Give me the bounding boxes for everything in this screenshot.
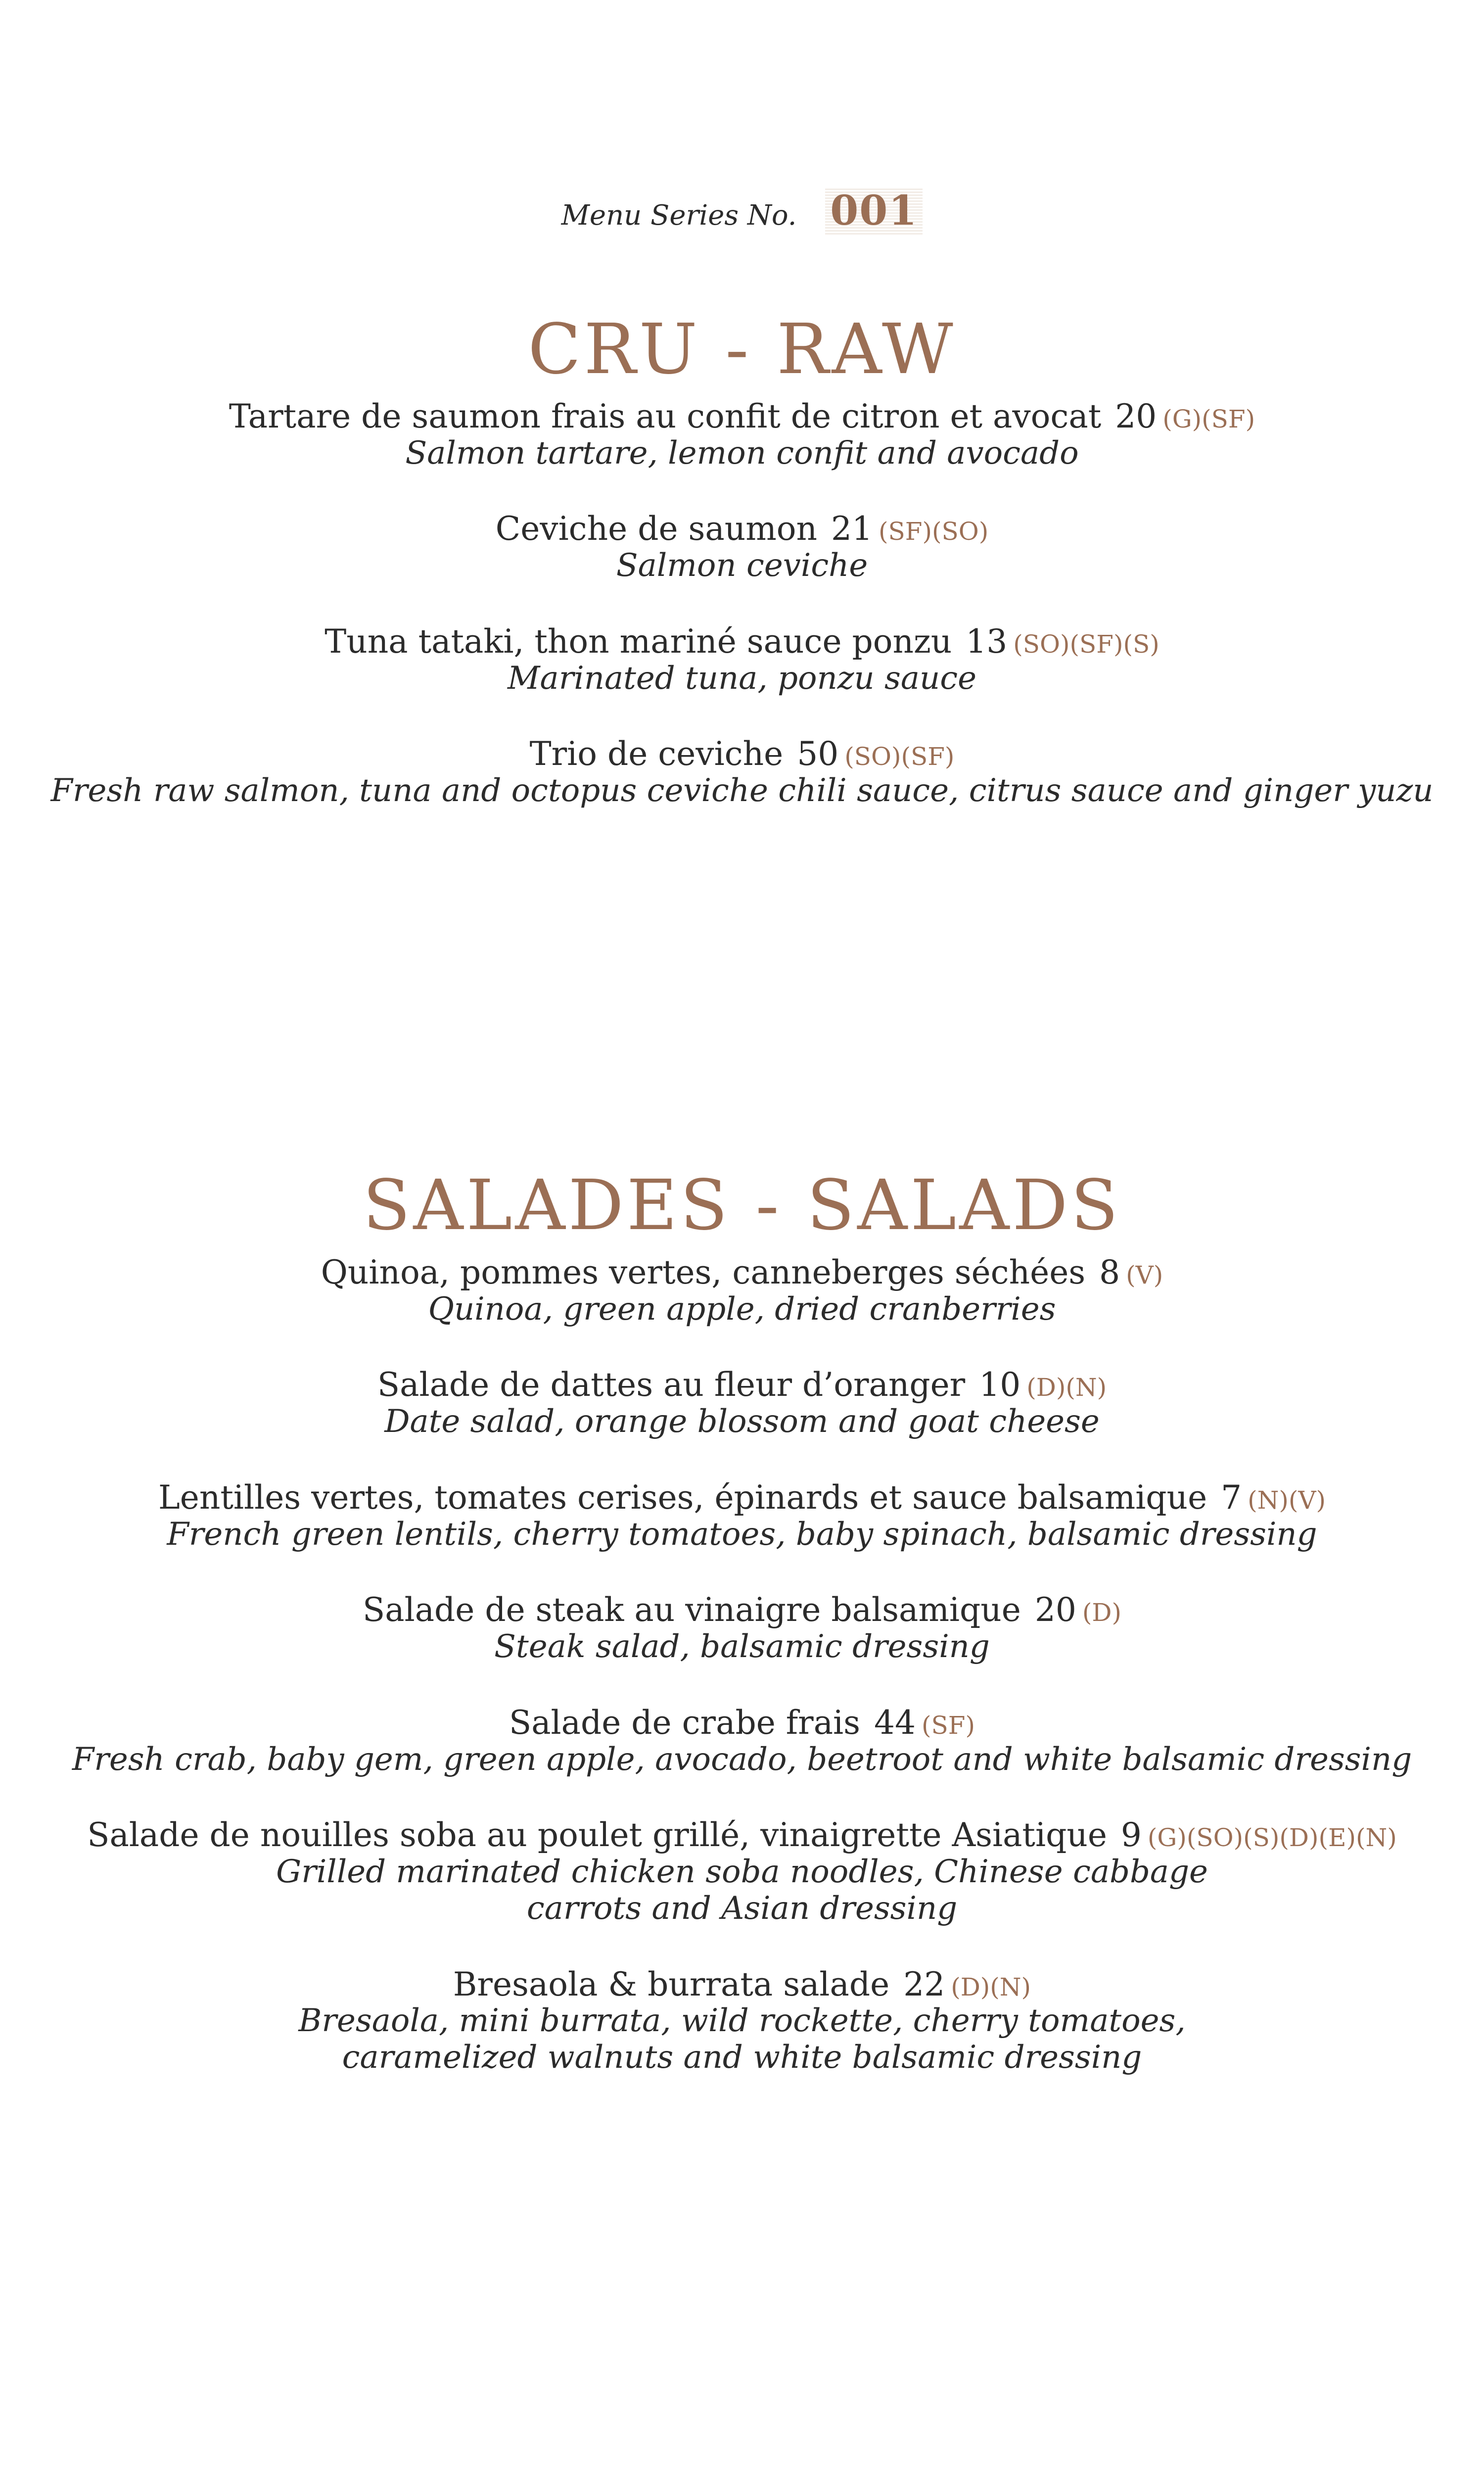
- dish-allergens: (SO)(SF)(S): [1013, 629, 1159, 659]
- menu-series-label: Menu Series No.: [561, 199, 797, 232]
- dish-price: 20: [1034, 1591, 1076, 1629]
- dish-allergens: (D): [1082, 1598, 1121, 1627]
- dish-price: 10: [979, 1366, 1021, 1404]
- menu-item: [0, 1366, 1484, 1440]
- section-title: CRU - RAW: [528, 309, 956, 390]
- dish-name-fr: Salade de steak au vinaigre balsamique: [363, 1591, 1021, 1629]
- menu-item: [0, 623, 1484, 697]
- menu-item: [0, 1591, 1484, 1665]
- menu-series-number: 001: [825, 187, 923, 235]
- dish-price: 8: [1099, 1253, 1120, 1291]
- dish-name-fr: Quinoa, pommes vertes, canneberges séchées: [321, 1253, 1086, 1291]
- menu-item: [0, 1479, 1484, 1553]
- menu-item: [0, 1254, 1484, 1328]
- dish-price: 13: [966, 622, 1008, 661]
- dish-name-en: French green lentils, cherry tomatoes, baby spinach, balsamic dressing: [167, 1516, 1317, 1553]
- dish-name-en: Steak salad, balsamic dressing: [494, 1628, 990, 1665]
- dish-price: 22: [903, 1965, 945, 2003]
- dish-name-en-line2: carrots and Asian dressing: [526, 1890, 958, 1927]
- section-cru-raw: [0, 309, 1484, 848]
- dish-allergens: (V): [1126, 1261, 1163, 1289]
- dish-name-fr: Ceviche de saumon: [495, 510, 818, 548]
- dish-allergens: (D)(N): [1026, 1373, 1107, 1402]
- dish-allergens: (SF)(SO): [879, 517, 989, 546]
- dish-allergens: (D)(N): [951, 1972, 1031, 2001]
- dish-allergens: (G)(SO)(S)(D)(E)(N): [1147, 1823, 1397, 1853]
- dish-name-fr: Lentilles vertes, tomates cerises, épinards et sauce balsamique: [158, 1478, 1207, 1517]
- dish-price: 44: [874, 1703, 916, 1742]
- menu-item: [0, 1816, 1484, 1927]
- dish-name-fr: Salade de dattes au fleur d’oranger: [377, 1366, 966, 1404]
- dish-name-en: Salmon tartare, lemon confit and avocado: [405, 434, 1079, 472]
- dish-name-fr: Tartare de saumon frais au confit de citron et avocat: [229, 397, 1102, 435]
- dish-price: 9: [1120, 1816, 1142, 1855]
- dish-name-fr: Salade de nouilles soba au poulet grillé, vinaigrette Asiatique: [87, 1816, 1107, 1855]
- dish-name-en: Fresh crab, baby gem, green apple, avocado, beetroot and white balsamic dressing: [72, 1741, 1412, 1778]
- menu-item: [0, 510, 1484, 584]
- dish-name-fr: Salade de crabe frais: [509, 1703, 861, 1742]
- menu-item: [0, 1966, 1484, 2076]
- menu-item: [0, 735, 1484, 809]
- dish-name-en: Marinated tuna, ponzu sauce: [508, 660, 976, 697]
- dish-name-en: Date salad, orange blossom and goat cheese: [384, 1403, 1100, 1440]
- section-title: SALADES - SALADS: [363, 1165, 1121, 1246]
- dish-name-fr: Trio de ceviche: [529, 735, 784, 773]
- dish-name-en: Bresaola, mini burrata, wild rockette, cherry tomatoes,: [298, 2002, 1186, 2040]
- dish-price: 7: [1221, 1478, 1242, 1517]
- dish-name-en: Fresh raw salmon, tuna and octopus ceviche chili sauce, citrus sauce and ginger yuzu: [50, 772, 1434, 809]
- dish-allergens: (N)(V): [1248, 1485, 1326, 1515]
- dish-name-en-line2: caramelized walnuts and white balsamic dressing: [342, 2039, 1142, 2076]
- dish-price: 20: [1115, 397, 1157, 435]
- menu-item: [0, 1704, 1484, 1778]
- menu-series: [0, 187, 1484, 235]
- dish-name-fr: Tuna tataki, thon mariné sauce ponzu: [325, 622, 952, 661]
- dish-price: 50: [797, 735, 839, 773]
- dish-name-fr: Bresaola & burrata salade: [453, 1965, 890, 2003]
- dish-name-en: Grilled marinated chicken soba noodles, Chinese cabbage: [276, 1854, 1208, 1891]
- dish-allergens: (SF): [922, 1711, 975, 1740]
- dish-price: 21: [831, 510, 873, 548]
- menu-item: [0, 398, 1484, 472]
- section-salades-salads: [0, 1165, 1484, 2115]
- dish-name-en: Salmon ceviche: [616, 547, 868, 584]
- dish-name-en: Quinoa, green apple, dried cranberries: [428, 1290, 1056, 1328]
- dish-allergens: (G)(SF): [1162, 405, 1255, 433]
- dish-allergens: (SO)(SF): [844, 742, 955, 771]
